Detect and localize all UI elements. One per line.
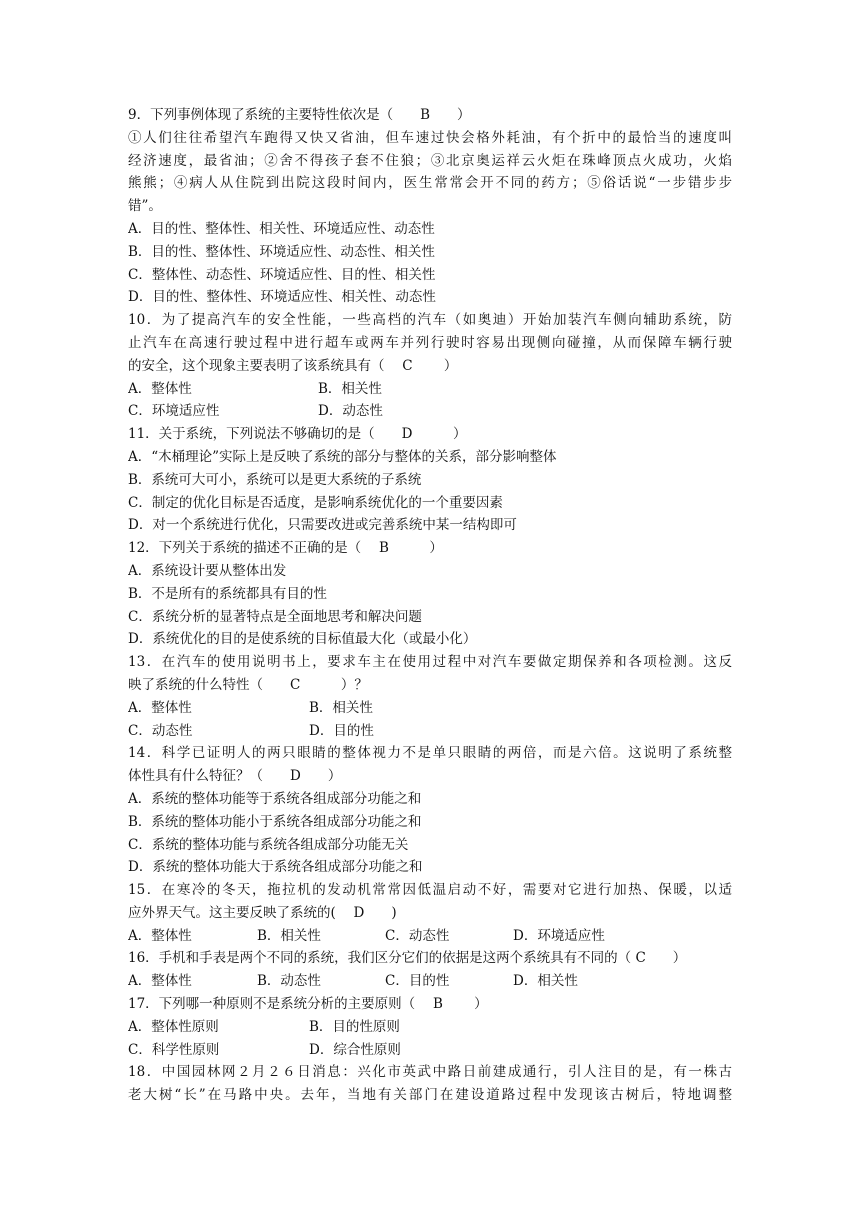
answer-option: C．制定的优化目标是否适度，是影响系统优化的一个重要因素 xyxy=(128,494,503,511)
question-stem-line: 错”。 xyxy=(128,198,162,215)
option-row xyxy=(128,514,732,537)
answer-option: D．综合性原则 xyxy=(309,1041,401,1058)
answer-option: B．相关性 xyxy=(257,927,321,944)
question-stem-line: ①人们往往希望汽车跑得又快又省油，但车速过快会格外耗油，有个折中的最恰当的速度叫 xyxy=(128,129,732,146)
option-row xyxy=(128,264,732,287)
answer-option: A．整体性 xyxy=(128,927,192,944)
answer-option: C．系统分析的显著特点是全面地思考和解决问题 xyxy=(128,608,422,625)
question-stem-line: 应外界天气。这主要反映了系统的( D ) xyxy=(128,904,397,921)
answer-option: D．动态性 xyxy=(318,403,383,420)
question-9 xyxy=(128,104,732,309)
answer-option: A．“木桶理论”实际上是反映了系统的部分与整体的关系，部分影响整体 xyxy=(128,448,557,465)
option-row xyxy=(128,811,732,834)
option-row xyxy=(128,970,732,993)
option-row xyxy=(128,1016,732,1039)
answer-option: B．相关性 xyxy=(309,699,373,716)
option-row xyxy=(128,400,732,423)
option-row xyxy=(128,241,732,264)
answer-option: A．系统设计要从整体出发 xyxy=(128,562,287,579)
answer-option: B．系统的整体功能小于系统各组成部分功能之和 xyxy=(128,813,422,830)
answer-option: C．环境适应性 xyxy=(128,403,220,420)
option-row xyxy=(128,218,732,241)
option-row xyxy=(128,856,732,879)
answer-option: C．科学性原则 xyxy=(128,1041,220,1058)
option-row xyxy=(128,492,732,515)
answer-option: D．相关性 xyxy=(513,973,578,990)
question-stem-line: 18．中国园林网２月２６日消息：兴化市英武中路日前建成通行，引人注目的是，有一株古 xyxy=(128,1064,732,1081)
option-row xyxy=(128,697,732,720)
question-stem-line: 14．科学已证明人的两只眼睛的整体视力不是单只眼睛的两倍，而是六倍。这说明了系统整 xyxy=(128,745,732,762)
option-row xyxy=(128,788,732,811)
answer-option: A．目的性、整体性、相关性、环境适应性、动态性 xyxy=(128,220,435,237)
answer-option: D．系统优化的目的是使系统的目标值最大化（或最小化） xyxy=(128,631,477,648)
option-row xyxy=(128,606,732,629)
answer-option: B．系统可大可小，系统可以是更大系统的子系统 xyxy=(128,471,422,488)
option-row xyxy=(128,469,732,492)
answer-option: C．目的性 xyxy=(385,973,450,990)
answer-option: D．系统的整体功能大于系统各组成部分功能之和 xyxy=(128,859,423,876)
option-row xyxy=(128,446,732,469)
question-stem-line: 16．手机和手表是两个不同的系统，我们区分它们的依据是这两个系统具有不同的（ C ） xyxy=(128,950,687,967)
question-stem-line: 17．下列哪一种原则不是系统分析的主要原则（ B ） xyxy=(128,996,488,1013)
answer-option: A．整体性 xyxy=(128,380,192,397)
answer-option: B．目的性原则 xyxy=(309,1018,400,1035)
question-17 xyxy=(128,993,732,1061)
option-row xyxy=(128,628,732,651)
question-stem-line: 11．关于系统，下列说法不够确切的是（ D ） xyxy=(128,426,467,443)
question-16 xyxy=(128,947,732,993)
question-stem-line: 映了系统的什么特性（ C ）？ xyxy=(128,676,368,693)
answer-option: A．系统的整体功能等于系统各组成部分功能之和 xyxy=(128,790,422,807)
option-row xyxy=(128,925,732,948)
question-14 xyxy=(128,742,732,879)
question-12 xyxy=(128,537,732,651)
question-stem-line: 15．在寒冷的冬天，拖拉机的发动机常常因低温启动不好，需要对它进行加热、保暖，以适 xyxy=(128,882,732,899)
question-stem-line: 10．为了提高汽车的安全性能，一些高档的汽车（如奥迪）开始加装汽车侧向辅助系统，防 xyxy=(128,312,732,329)
answer-option: D．对一个系统进行优化，只需要改进或完善系统中某一结构即可 xyxy=(128,517,517,534)
question-10 xyxy=(128,309,732,423)
answer-option: A．整体性原则 xyxy=(128,1018,219,1035)
answer-option: C．动态性 xyxy=(385,927,450,944)
question-18 xyxy=(128,1061,732,1107)
option-row xyxy=(128,1039,732,1062)
option-row xyxy=(128,286,732,309)
question-stem-line: 熊熊；④病人从住院到出院这段时间内，医生常常会开不同的药方；⑤俗话说“一步错步步 xyxy=(128,175,732,192)
answer-option: D．目的性、整体性、环境适应性、相关性、动态性 xyxy=(128,289,436,306)
option-row xyxy=(128,834,732,857)
question-stem-line: 经济速度，最省油；②舍不得孩子套不住狼；③北京奥运祥云火炬在珠峰顶点火成功，火焰 xyxy=(128,152,732,169)
option-row xyxy=(128,583,732,606)
question-stem-line: 的安全，这个现象主要表明了该系统具有（ C ） xyxy=(128,357,458,374)
question-stem-line: 13．在汽车的使用说明书上，要求车主在使用过程中对汽车要做定期保养和各项检测。这反 xyxy=(128,654,732,671)
question-stem-line: 9．下列事例体现了系统的主要特性依次是（ B ） xyxy=(128,107,471,123)
question-13 xyxy=(128,651,732,742)
answer-option: B．相关性 xyxy=(318,380,382,397)
answer-option: A．整体性 xyxy=(128,699,192,716)
answer-option: C．动态性 xyxy=(128,722,193,739)
question-stem-line: 体性具有什么特征？（ D ） xyxy=(128,768,342,785)
question-stem-line: 止汽车在高速行驶过程中进行超车或两车并列行驶时容易出现侧向碰撞，从而保障车辆行驶 xyxy=(128,334,732,351)
answer-option: B．目的性、整体性、环境适应性、动态性、相关性 xyxy=(128,243,435,260)
answer-option: A．整体性 xyxy=(128,973,192,990)
question-stem-line: 12．下列关于系统的描述不正确的是（ B ） xyxy=(128,540,443,557)
answer-option: C．系统的整体功能与系统各组成部分功能无关 xyxy=(128,836,409,853)
question-15 xyxy=(128,879,732,947)
option-row xyxy=(128,720,732,743)
question-11 xyxy=(128,423,732,537)
answer-option: D．目的性 xyxy=(309,722,374,739)
answer-option: B．不是所有的系统都具有目的性 xyxy=(128,585,327,602)
answer-option: B．动态性 xyxy=(257,973,321,990)
answer-option: D．环境适应性 xyxy=(513,927,605,944)
option-row xyxy=(128,378,732,401)
answer-option: C．整体性、动态性、环境适应性、目的性、相关性 xyxy=(128,266,436,283)
option-row xyxy=(128,560,732,583)
question-stem-line: 老大树“长”在马路中央。去年，当地有关部门在建设道路过程中发现该古树后，特地调整 xyxy=(128,1087,732,1104)
